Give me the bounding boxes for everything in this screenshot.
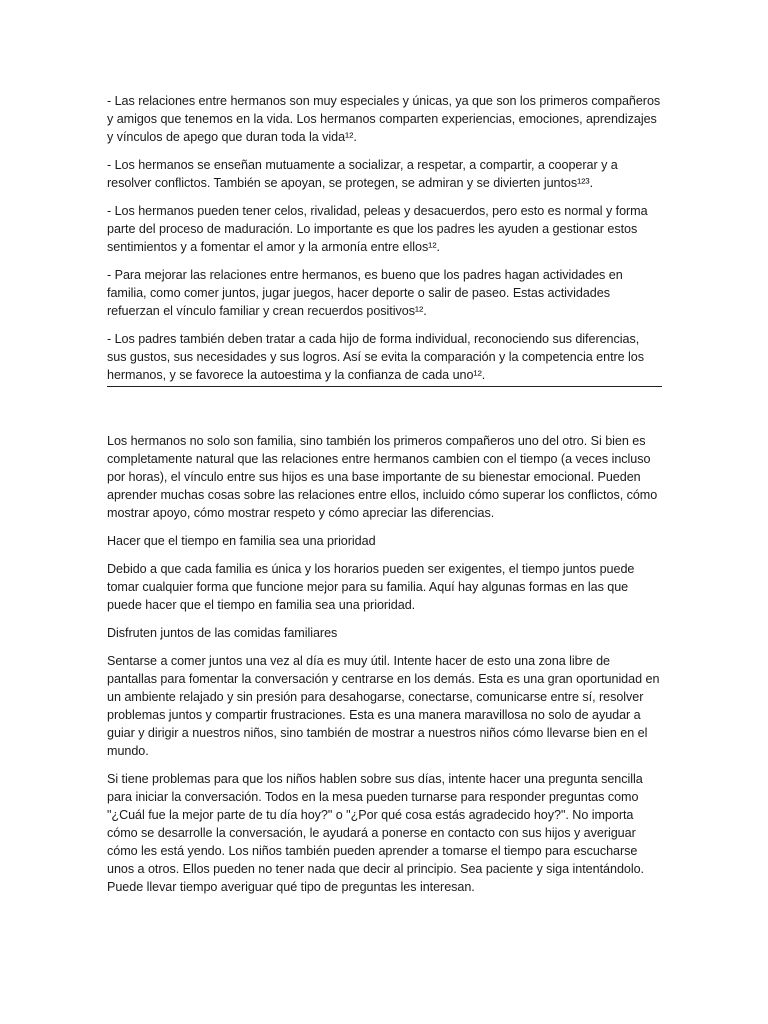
body-paragraph: Si tiene problemas para que los niños hablen sobre sus días, intente hacer una pregunta sencilla para iniciar la conversación. Todos en la mesa pueden turnarse para responder preguntas como "¿Cuál fue la mejor parte de tu día hoy?" o "¿Por qué cosa estás agradecido hoy?". No importa cómo se desarrolle la conversación, le ayudará a ponerse en contacto con sus hijos y averiguar cómo les está yendo. Los niños también pueden aprender a tomarse el tiempo para escucharse unos a otros. Ellos pueden no tener nada que decir al principio. Sea paciente y siga intentándolo. Puede llevar tiempo averiguar qué tipo de preguntas les interesan. <box>107 772 645 894</box>
body-paragraph: Sentarse a comer juntos una vez al día es muy útil. Intente hacer de esto una zona libre de pantallas para fomentar la conversación y centrarse en los demás. Esta es una gran oportunidad en un ambiente relajado y sin presión para desahogarse, conectarse, comunicarse entre sí, resolver problemas juntos y compartir frustraciones. Esta es una manera maravillosa no solo de ayudar a guiar y dirigir a nuestros niños, sino también de mostrar a nuestros niños cómo llevarse bien en el mundo. <box>107 654 660 758</box>
section-heading: Hacer que el tiempo en familia sea una prioridad <box>107 534 376 548</box>
summary-list <box>107 92 662 384</box>
article-body <box>107 432 662 896</box>
summary-point: - Los hermanos pueden tener celos, rivalidad, peleas y desacuerdos, pero esto es normal y forma parte del proceso de maduración. Lo importante es que los padres les ayuden a gestionar estos sentimientos y a fomentar el amor y la armonía entre ellos¹². <box>107 204 648 254</box>
document-page <box>107 92 662 906</box>
horizontal-divider <box>107 386 662 387</box>
summary-point: - Las relaciones entre hermanos son muy especiales y únicas, ya que son los primeros compañeros y amigos que tenemos en la vida. Los hermanos comparten experiencias, emociones, aprendizajes y vínculos de apego que duran toda la vida¹². <box>107 94 661 144</box>
summary-point: - Los hermanos se enseñan mutuamente a socializar, a respetar, a compartir, a cooperar y a resolver conflictos. También se apoyan, se protegen, se admiran y se divierten juntos¹²³. <box>107 158 618 190</box>
summary-point: - Los padres también deben tratar a cada hijo de forma individual, reconociendo sus diferencias, sus gustos, sus necesidades y sus logros. Así se evita la comparación y la competencia entre los hermanos, y se favorece la autoestima y la confianza de cada uno¹². <box>107 332 645 382</box>
summary-point: - Para mejorar las relaciones entre hermanos, es bueno que los padres hagan actividades en familia, como comer juntos, jugar juegos, hacer deporte o salir de paseo. Estas actividades refuerzan el vínculo familiar y crean recuerdos positivos¹². <box>107 268 623 318</box>
section-heading: Disfruten juntos de las comidas familiares <box>107 626 338 640</box>
body-paragraph: Debido a que cada familia es única y los horarios pueden ser exigentes, el tiempo juntos puede tomar cualquier forma que funcione mejor para su familia. Aquí hay algunas formas en las que puede hacer que el tiempo en familia sea una prioridad. <box>107 562 635 612</box>
intro-paragraph: Los hermanos no solo son familia, sino también los primeros compañeros uno del otro. Si bien es completamente natural que las relaciones entre hermanos cambien con el tiempo (a veces incluso por horas), el vínculo entre sus hijos es una base importante de su bienestar emocional. Pueden aprender muchas cosas sobre las relaciones entre ellos, incluido cómo superar los conflictos, cómo mostrar apoyo, cómo mostrar respeto y cómo apreciar las diferencias. <box>107 434 658 520</box>
